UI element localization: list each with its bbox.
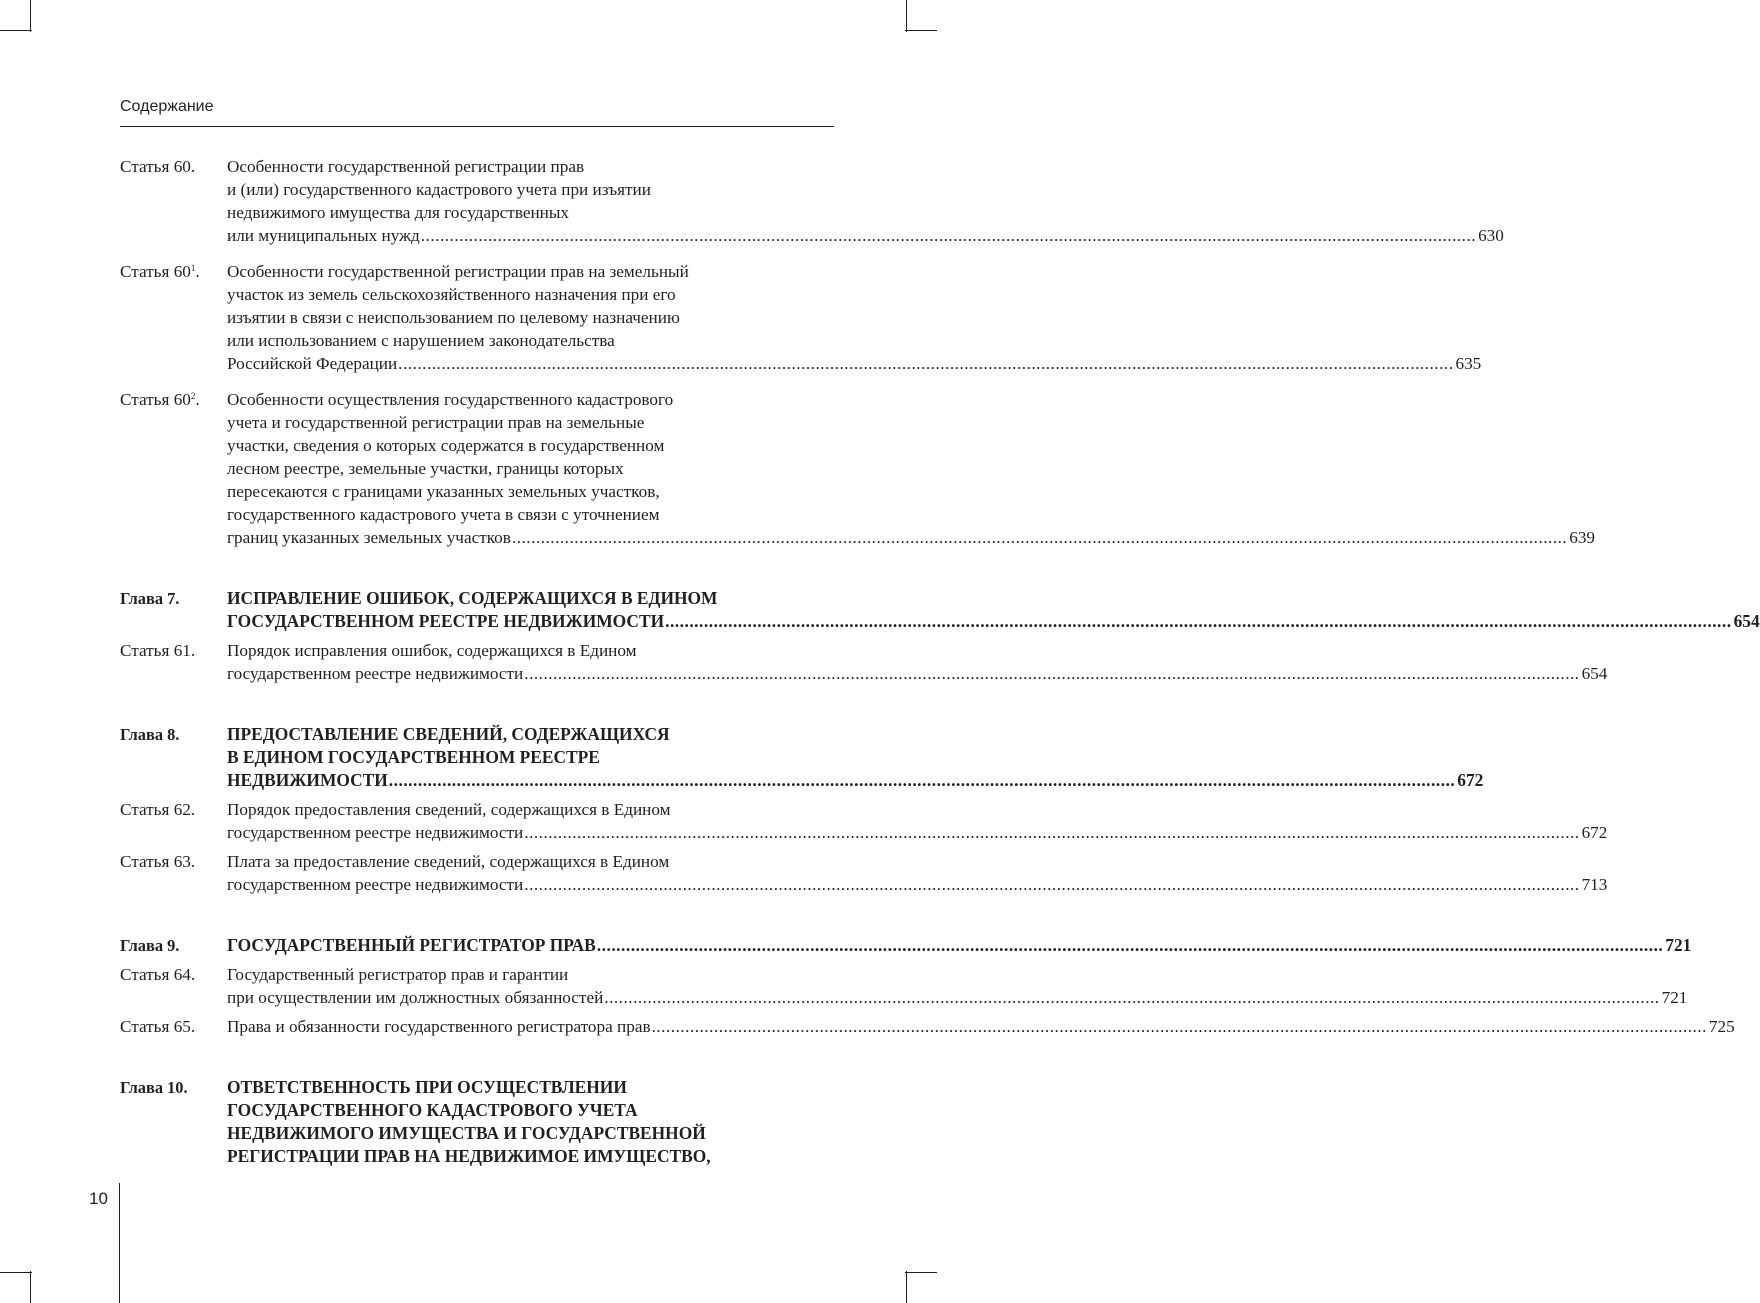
entry-title-line: Порядок исправления ошибок, содержащихся в Едином [227,641,637,660]
entry-title-line: участки, сведения о которых содержатся в государственном [227,436,665,455]
spacer [120,549,834,587]
entry-page-number: 713 [1581,875,1608,894]
toc-chapter-entry[interactable] [120,1076,834,1168]
entry-title [227,1015,1735,1038]
crop-mark [905,30,937,31]
crop-mark [0,30,32,31]
entry-label: Статья 60. [120,157,196,176]
entry-title [227,723,1484,792]
entry-page-number: 654 [1733,611,1760,631]
dot-leader: ............................................................................................................................................................................................................................ [665,611,1732,631]
crop-mark [0,1272,32,1273]
entry-title-line: границ указанных земельных участков ............................................................................................................................................................................................................................ 639 [227,528,1595,547]
entry-title-line: Российской Федерации ............................................................................................................................................................................................................................ 635 [227,354,1482,373]
entry-title [227,963,1688,1009]
entry-label: Глава 10. [120,1078,188,1097]
entry-title-line: Особенности государственной регистрации прав [227,157,585,176]
entry-page-number: 672 [1581,823,1608,842]
entry-title-line: при осуществлении им должностных обязанностей ............................................................................................................................................................................................................................ 721 [227,988,1688,1007]
entry-page-number: 630 [1478,226,1504,245]
entry-title-line: Особенности осуществления государственного кадастрового [227,390,674,409]
toc-chapter-entry[interactable] [120,587,1760,633]
crop-mark [906,0,907,32]
entry-title-line: НЕДВИЖИМОГО ИМУЩЕСТВА И ГОСУДАРСТВЕННОЙ [227,1123,706,1143]
crop-mark [30,0,31,32]
entry-title-line: Порядок предоставления сведений, содержащихся в Едином [227,800,671,819]
entry-title-line: и (или) государственного кадастрового учета при изъятии [227,180,651,199]
entry-title-line: или муниципальных нужд ............................................................................................................................................................................................................................ 630 [227,226,1504,245]
entry-title-line: ОТВЕТСТВЕННОСТЬ ПРИ ОСУЩЕСТВЛЕНИИ [227,1077,627,1097]
entry-title-line: государственном реестре недвижимости ............................................................................................................................................................................................................................ 713 [227,875,1608,894]
entry-title-line: ГОСУДАРСТВЕННОМ РЕЕСТРЕ НЕДВИЖИМОСТИ ............................................................................................................................................................................................................................ 654 [227,611,1760,631]
entry-page-number: 725 [1708,1017,1735,1036]
entry-label: Глава 7. [120,589,180,608]
entry-title [227,850,1608,896]
entry-title-line: ИСПРАВЛЕНИЕ ОШИБОК, СОДЕРЖАЩИХСЯ В ЕДИНОМ [227,588,718,608]
entry-title-line: НЕДВИЖИМОСТИ ............................................................................................................................................................................................................................ 672 [227,770,1484,790]
entry-title-line: Государственный регистратор прав и гарантии [227,965,569,984]
entry-page-number: 672 [1457,770,1484,790]
entry-title-line: Особенности государственной регистрации прав на земельный [227,262,689,281]
entry-title-line: пересекаются с границами указанных земельных участков, [227,482,660,501]
entry-title-line: Плата за предоставление сведений, содержащихся в Едином [227,852,670,871]
dot-leader: ............................................................................................................................................................................................................................ [524,875,1580,894]
dot-leader: ............................................................................................................................................................................................................................ [524,664,1580,683]
entry-title-line: изъятии в связи с неиспользованием по целевому назначению [227,308,680,327]
crop-mark [30,1271,31,1303]
dot-leader: ............................................................................................................................................................................................................................ [524,823,1580,842]
entry-title [227,260,1482,375]
toc-article-entry[interactable] [120,639,1608,685]
spacer [120,375,834,388]
table-of-contents [120,155,1760,1168]
entry-title-line: недвижимого имущества для государственных [227,203,569,222]
dot-leader: ............................................................................................................................................................................................................................ [604,988,1660,1007]
entry-title-line: лесном реестре, земельные участки, границы которых [227,459,624,478]
crop-mark [906,1271,907,1303]
dot-leader: ............................................................................................................................................................................................................................ [596,935,1664,955]
toc-article-entry[interactable] [120,155,1504,247]
entry-page-number: 639 [1569,528,1595,547]
entry-title-line: участок из земель сельскохозяйственного назначения при его [227,285,676,304]
crop-mark [905,1272,937,1273]
spacer [120,896,834,934]
entry-title-line: ГОСУДАРСТВЕННЫЙ РЕГИСТРАТОР ПРАВ ............................................................................................................................................................................................................................ 721 [227,935,1692,955]
entry-label: Статья 65. [120,1017,196,1036]
entry-label: Глава 9. [120,936,180,955]
running-head: Содержание [120,98,214,115]
entry-title-line: ГОСУДАРСТВЕННОГО КАДАСТРОВОГО УЧЕТА [227,1100,638,1120]
entry-title [227,798,1608,844]
toc-article-entry[interactable] [120,798,1608,844]
dot-leader: ............................................................................................................................................................................................................................ [511,528,1568,547]
dot-leader: ............................................................................................................................................................................................................................ [420,226,1477,245]
entry-title-line: государственного кадастрового учета в связи с уточнением [227,505,660,524]
entry-page-number: 721 [1661,988,1688,1007]
entry-title-line: РЕГИСТРАЦИИ ПРАВ НА НЕДВИЖИМОЕ ИМУЩЕСТВО, [227,1146,711,1166]
entry-page-number: 721 [1665,935,1692,955]
entry-title [227,587,1760,633]
toc-chapter-entry[interactable] [120,723,1484,792]
toc-chapter-entry[interactable] [120,934,1692,957]
entry-label: Статья $60^1$. [120,262,200,281]
folio-rule [119,1183,120,1303]
entry-label: Глава 8. [120,725,180,744]
spacer [120,1038,834,1076]
entry-title-line: государственном реестре недвижимости ............................................................................................................................................................................................................................ 672 [227,823,1608,842]
entry-label-superscript: 2 [190,391,196,401]
entry-title-line: учета и государственной регистрации прав на земельные [227,413,645,432]
entry-page-number: 654 [1581,664,1608,683]
toc-article-entry[interactable] [120,963,1688,1009]
header-rule [120,126,834,127]
entry-title [227,934,1692,957]
entry-title [227,1076,834,1168]
dot-leader: ............................................................................................................................................................................................................................ [398,354,1454,373]
page-number: 10 [89,1189,108,1208]
entry-title-line: ПРЕДОСТАВЛЕНИЕ СВЕДЕНИЙ, СОДЕРЖАЩИХСЯ [227,724,670,744]
entry-title [227,155,1504,247]
entry-title [227,639,1608,685]
entry-label: Статья 63. [120,852,196,871]
entry-page-number: 635 [1455,354,1482,373]
entry-title [227,388,1595,549]
toc-article-entry[interactable] [120,388,1595,549]
entry-label: Статья $60^2$. [120,390,200,409]
entry-label: Статья 64. [120,965,196,984]
entry-title-line: или использованием с нарушением законодательства [227,331,615,350]
spacer [120,247,834,260]
spacer [120,685,834,723]
entry-title-line: государственном реестре недвижимости ............................................................................................................................................................................................................................ 654 [227,664,1608,683]
entry-label: Статья 61. [120,641,196,660]
entry-label-superscript: 1 [190,263,196,273]
toc-article-entry[interactable] [120,1015,1735,1038]
entry-title-line: В ЕДИНОМ ГОСУДАРСТВЕННОМ РЕЕСТРЕ [227,747,600,767]
entry-title-line: Права и обязанности государственного регистратора прав ............................................................................................................................................................................................................................ 725 [227,1017,1735,1036]
entry-label: Статья 62. [120,800,196,819]
dot-leader: ............................................................................................................................................................................................................................ [651,1017,1707,1036]
toc-article-entry[interactable] [120,260,1482,375]
toc-article-entry[interactable] [120,850,1608,896]
dot-leader: ............................................................................................................................................................................................................................ [388,770,1456,790]
